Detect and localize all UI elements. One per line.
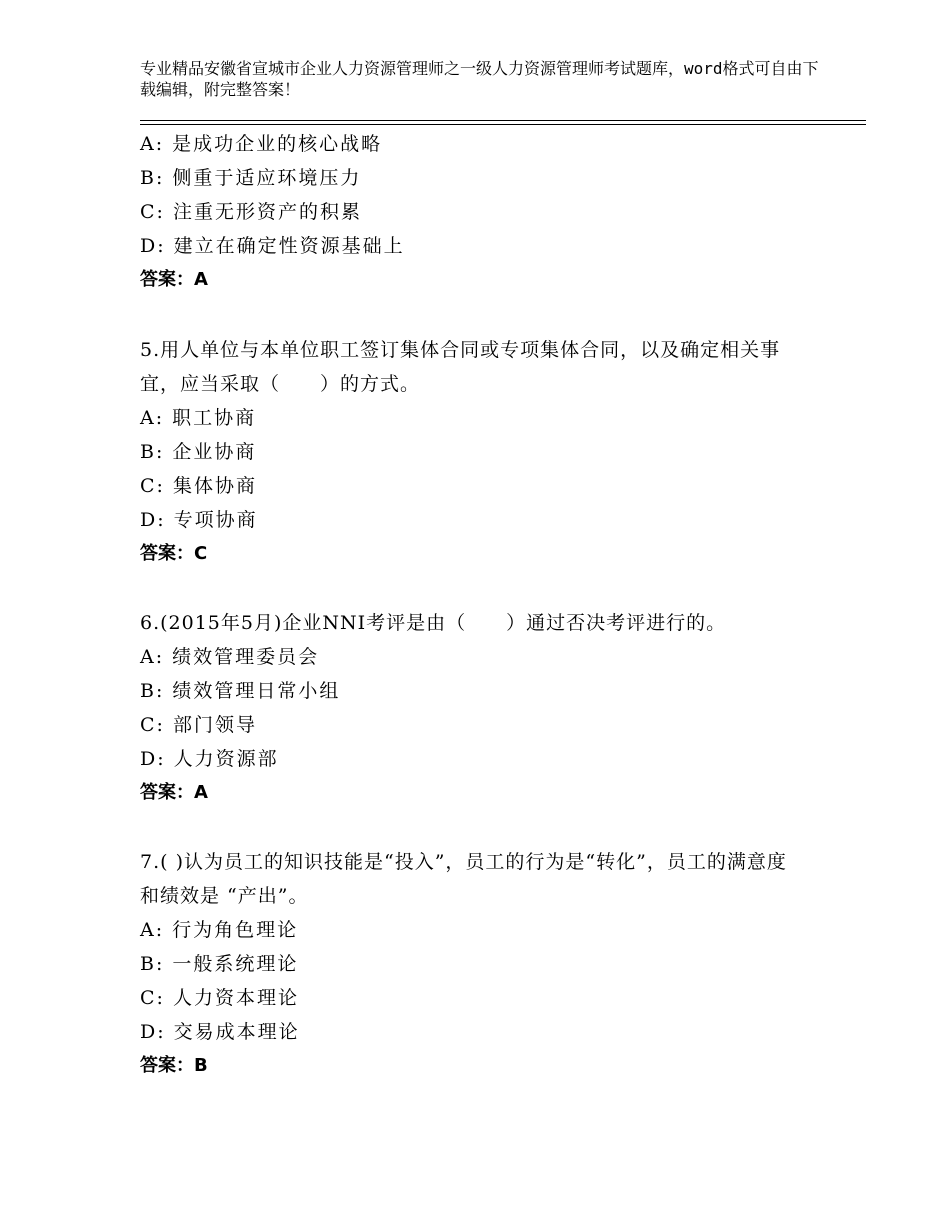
question-6 [140, 606, 810, 810]
option-b: B: 一般系统理论 [140, 953, 299, 975]
option-b: B: 绩效管理日常小组 [140, 680, 341, 702]
option-d: D: 人力资源部 [140, 748, 279, 770]
question-list [140, 127, 810, 1118]
option-a: A: 职工协商 [140, 407, 257, 429]
answer-label: 答案：A [140, 782, 208, 803]
answer-label: 答案：A [140, 269, 208, 290]
answer-label: 答案：C [140, 543, 208, 564]
question-4-continued [140, 127, 810, 297]
question-text: 6.(2015年5月)企业NNI考评是由（ ）通过否决考评进行的。 [140, 612, 727, 634]
option-c: C: 集体协商 [140, 475, 257, 497]
question-5 [140, 333, 810, 571]
option-d: D: 建立在确定性资源基础上 [140, 235, 405, 257]
question-text: 5.用人单位与本单位职工签订集体合同或专项集体合同，以及确定相关事宜，应当采取（ ）的方式。 [140, 339, 781, 395]
option-a: A: 绩效管理委员会 [140, 646, 320, 668]
option-c: C: 注重无形资产的积累 [140, 201, 362, 223]
header-double-rule [140, 120, 866, 125]
option-a: A: 行为角色理论 [140, 919, 299, 941]
option-b: B: 企业协商 [140, 441, 257, 463]
option-a: A: 是成功企业的核心战略 [140, 133, 383, 155]
option-d: D: 交易成本理论 [140, 1021, 300, 1043]
question-text: 7.( )认为员工的知识技能是“投入”，员工的行为是“转化”，员工的满意度和绩效是 “产出”。 [140, 851, 787, 907]
option-c: C: 部门领导 [140, 714, 257, 736]
document-header: 专业精品安徽省宣城市企业人力资源管理师之一级人力资源管理师考试题库，word格式可自由下载编辑，附完整答案！ [140, 59, 819, 99]
option-d: D: 专项协商 [140, 509, 258, 531]
answer-label: 答案：B [140, 1055, 208, 1076]
question-7 [140, 845, 810, 1083]
option-c: C: 人力资本理论 [140, 987, 299, 1009]
option-b: B: 侧重于适应环境压力 [140, 167, 362, 189]
